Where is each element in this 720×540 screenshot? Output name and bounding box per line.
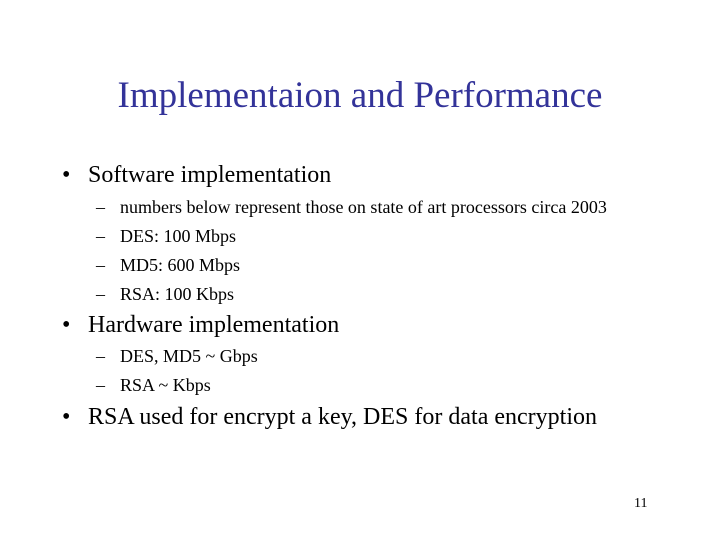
slide-title: Implementaion and Performance	[117, 75, 603, 116]
sub-bullet	[96, 345, 258, 367]
dash-marker: –	[96, 284, 105, 304]
sub-bullet	[96, 254, 240, 276]
dash-marker: –	[96, 226, 105, 246]
sub-bullet-text: RSA: 100 Kbps	[120, 284, 235, 304]
dash-marker: –	[96, 197, 105, 217]
sub-bullet	[96, 196, 607, 218]
sub-bullet-text: MD5: 600 Mbps	[120, 255, 241, 275]
bullet-software-implementation	[62, 161, 331, 189]
sub-bullet-text: RSA ~ Kbps	[120, 375, 211, 395]
sub-bullet-text: DES: 100 Mbps	[120, 226, 237, 246]
sub-bullet-text: DES, MD5 ~ Gbps	[120, 346, 258, 366]
sub-bullet	[96, 374, 211, 396]
dash-marker: –	[96, 375, 105, 395]
bullet-marker: •	[62, 312, 71, 338]
bullet-text: Hardware implementation	[88, 312, 340, 338]
bullet-rsa-des-usage	[62, 403, 597, 431]
bullet-text: Software implementation	[88, 162, 332, 188]
dash-marker: –	[96, 346, 105, 366]
bullet-marker: •	[62, 404, 71, 430]
bullet-hardware-implementation	[62, 311, 339, 339]
sub-bullet-text: numbers below represent those on state of art processors circa 2003	[120, 197, 607, 217]
bullet-text: RSA used for encrypt a key, DES for data encryption	[88, 404, 597, 430]
dash-marker: –	[96, 255, 105, 275]
sub-bullet	[96, 283, 234, 305]
sub-bullet	[96, 225, 236, 247]
page-number: 11	[634, 496, 648, 511]
bullet-marker: •	[62, 162, 71, 188]
